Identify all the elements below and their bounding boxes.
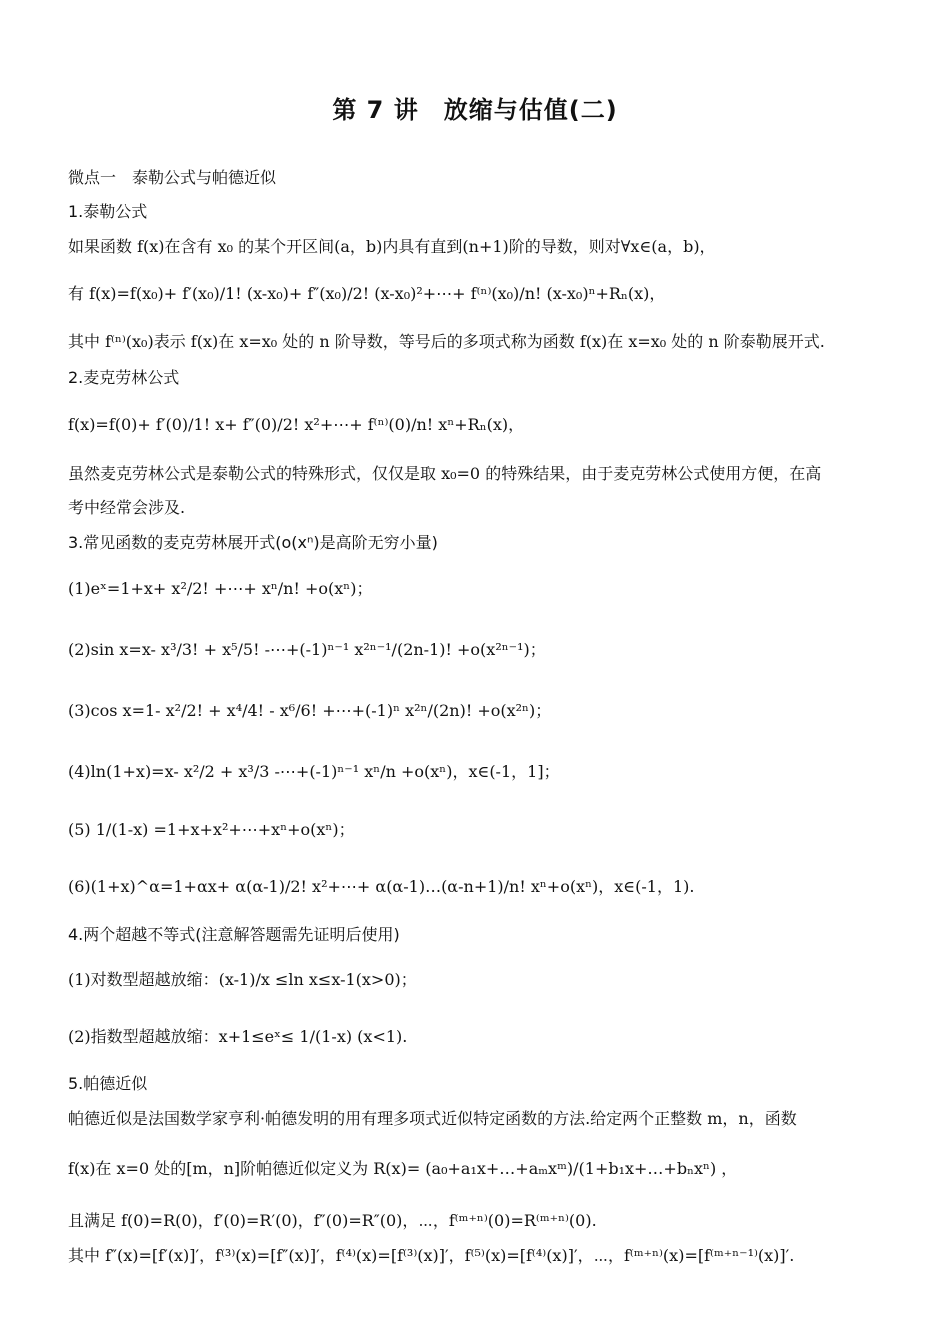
formula-binomial: (6)(1+x)^α=1+αx+ α(α-1)/2! x²+⋯+ α(α-1)…(α-n+1)/n! xⁿ+o(xⁿ)，x∈(-1，1). [68,877,695,896]
formula-log-inequality: (1)对数型超越放缩：(x-1)/x ≤ln x≤x-1(x>0)； [68,970,417,989]
formula-ln: (4)ln(1+x)=x- x²/2 + x³/3 -⋯+(-1)ⁿ⁻¹ xⁿ/n +o(xⁿ)，x∈(-1，1]； [68,762,560,781]
formula-pade: f(x)在 x=0 处的[m，n]阶帕德近似定义为 R(x)= (a₀+a₁x+…+aₘxᵐ)/(1+b₁x+…+bₙxⁿ) ， [68,1159,738,1178]
formula-sin: (2)sin x=x- x³/3! + x⁵/5! -⋯+(-1)ⁿ⁻¹ x²ⁿ⁻¹/(2n-1)! +o(x²ⁿ⁻¹)； [68,640,546,659]
paragraph-line: 帕德近似是法国数学家亨利·帕德发明的用有理多项式近似特定函数的方法.给定两个正整数 m，n，函数 [68,1109,797,1128]
paragraph-line: 其中 f⁽ⁿ⁾(x₀)表示 f(x)在 x=x₀ 处的 n 阶导数，等号后的多项式称为函数 f(x)在 x=x₀ 处的 n 阶泰勒展开式. [68,332,825,351]
subsection-heading-taylor: 1.泰勒公式 [68,202,148,221]
page-title: 第 7 讲 放缩与估值(二) [332,96,618,124]
subsection-heading-expansions: 3.常见函数的麦克劳林展开式(o(xⁿ)是高阶无穷小量) [68,533,438,552]
paragraph-line: 考中经常会涉及. [68,498,186,517]
subsection-heading-pade: 5.帕德近似 [68,1074,148,1093]
paragraph-line: 如果函数 f(x)在含有 x₀ 的某个开区间(a，b)内具有直到(n+1)阶的导数，则对∀x∈(a，b)， [68,237,716,256]
subsection-heading-maclaurin: 2.麦克劳林公式 [68,368,180,387]
formula-taylor: 有 f(x)=f(x₀)+ f′(x₀)/1! (x-x₀)+ f″(x₀)/2! (x-x₀)²+⋯+ f⁽ⁿ⁾(x₀)/n! (x-x₀)ⁿ+Rₙ(x)， [68,284,666,303]
paragraph-line: 其中 f″(x)=[f′(x)]′，f⁽³⁾(x)=[f″(x)]′，f⁽⁴⁾(x)=[f⁽³⁾(x)]′，f⁽⁵⁾(x)=[f⁽⁴⁾(x)]′，⋯，f⁽ᵐ⁺ⁿ⁾(x)=[f⁽ᵐ⁺ⁿ⁻¹⁾(x)]′. [68,1246,795,1265]
subsection-heading-inequalities: 4.两个超越不等式(注意解答题需先证明后使用) [68,925,400,944]
formula-exp: (1)eˣ=1+x+ x²/2! +⋯+ xⁿ/n! +o(xⁿ)； [68,579,373,598]
formula-cos: (3)cos x=1- x²/2! + x⁴/4! - x⁶/6! +⋯+(-1)ⁿ x²ⁿ/(2n)! +o(x²ⁿ)； [68,701,552,720]
paragraph-line: 且满足 f(0)=R(0)，f′(0)=R′(0)，f″(0)=R″(0)，⋯，f⁽ᵐ⁺ⁿ⁾(0)=R⁽ᵐ⁺ⁿ⁾(0). [68,1211,597,1230]
section-heading: 微点一 泰勒公式与帕德近似 [68,168,277,187]
formula-maclaurin: f(x)=f(0)+ f′(0)/1! x+ f″(0)/2! x²+⋯+ f⁽ⁿ⁾(0)/n! xⁿ+Rₙ(x)， [68,415,525,434]
formula-exp-inequality: (2)指数型超越放缩：x+1≤eˣ≤ 1/(1-x) (x<1). [68,1027,408,1046]
formula-geometric: (5) 1/(1-x) =1+x+x²+⋯+xⁿ+o(xⁿ)； [68,820,355,839]
paragraph-line: 虽然麦克劳林公式是泰勒公式的特殊形式，仅仅是取 x₀=0 的特殊结果，由于麦克劳林公式使用方便，在高 [68,464,822,483]
